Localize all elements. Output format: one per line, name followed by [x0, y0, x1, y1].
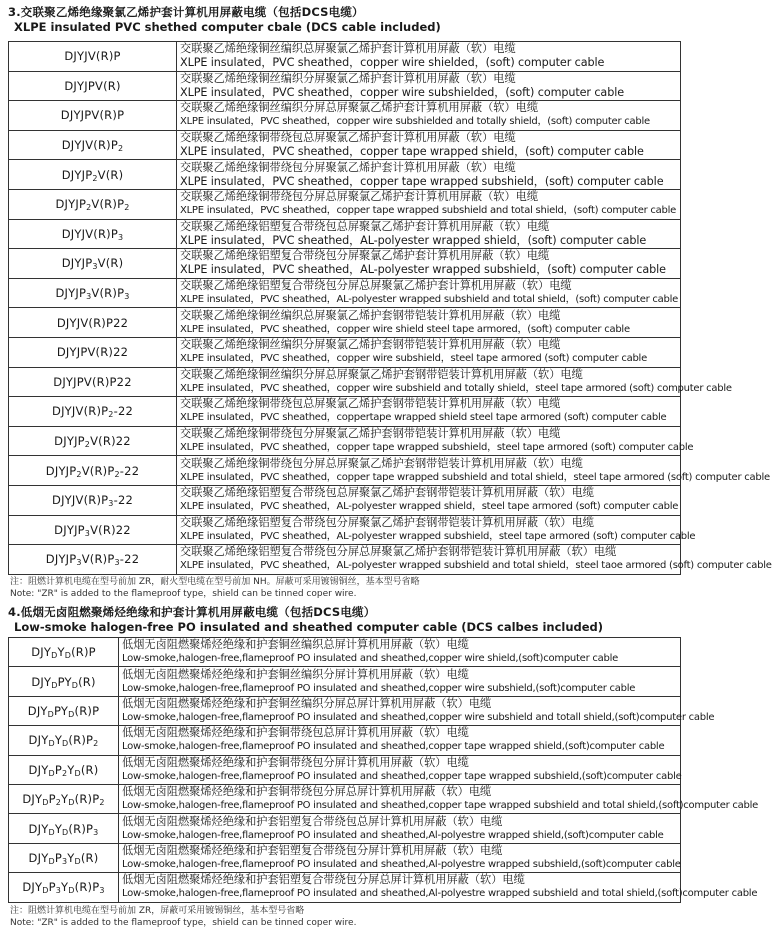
description-en: XLPE insulated，PVC sheathed，AL-polyester wrapped subshield and total shield，(soft) computer cable [180, 294, 679, 306]
table-row [9, 367, 681, 397]
description-cn: 交联聚乙烯绝缘铝塑复合带绕包分屏聚氯乙烯护套计算机用屏蔽（软）电缆 [180, 249, 550, 263]
description-en: XLPE insulated，PVC sheathed，copper tape wrapped subshield，(soft) computer cable [180, 174, 664, 188]
section3-note-cn: 注：阻燃计算机电缆在型号前加 ZR，耐火型电缆在型号前加 NH。屏蔽可采用镀锡铜丝，基本型号省略 [10, 577, 420, 587]
model-code: DJYJV(R)P22 [9, 308, 177, 338]
description-cell [177, 42, 681, 72]
description-cell [119, 667, 681, 696]
model-code: $DJYJV(R)P_2-22$ [9, 397, 177, 427]
model-code: $DJYJP_3V(R)P_3$ [9, 278, 177, 308]
description-cell [177, 101, 681, 131]
description-cell [177, 308, 681, 338]
table-row [9, 485, 681, 515]
model-code: $DJY_DPY_D(R)P$ [9, 696, 119, 725]
description-cn: 低烟无卤阻燃聚烯烃绝缘和护套铜带绕包分屏总屏计算机用屏蔽（软）电缆 [122, 785, 492, 799]
model-code: $DJYJP_2V(R)22$ [9, 426, 177, 456]
model-code: $DJY_DP_2Y_D(R)P_2$ [9, 784, 119, 813]
model-code: $DJY_DY_D(R)P$ [9, 638, 119, 667]
section3-subtitle: XLPE insulated PVC shethed computer cbale (DCS cable included) [14, 20, 441, 34]
description-en: Low-smoke,halogen-free,flameproof PO insulated and sheathed,Al-polyestre wrapped subshield,(soft)computer cable [122, 858, 681, 870]
description-en: XLPE insulated，PVC sheathed，copper wire subshielded and totally shield，(soft) computer cable [180, 116, 650, 128]
description-cell [119, 873, 758, 902]
model-code: $DJY_DP_3Y_D(R)$ [9, 843, 119, 872]
section3-note-en: Note: "ZR" is added to the flameproof type，shield can be tinned coper wire. [10, 589, 357, 599]
table-row [9, 278, 681, 308]
model-code: DJYJV(R)P [9, 42, 177, 72]
table-row [9, 337, 681, 367]
description-cell [177, 160, 681, 190]
description-cn: 低烟无卤阻燃聚烯烃绝缘和护套铝塑复合带绕包总屏计算机用屏蔽（软）电缆 [122, 814, 503, 828]
model-code: $DJY_DY_D(R)P_3$ [9, 814, 119, 843]
description-cn: 低烟无卤阻燃聚烯烃绝缘和护套铝塑复合带绕包分屏总屏计算机用屏蔽（软）电缆 [122, 873, 525, 887]
table-row [9, 873, 681, 902]
table-row [9, 101, 681, 131]
model-code: DJYJPV(R)P22 [9, 367, 177, 397]
table-row [9, 456, 681, 486]
table-row [9, 843, 681, 872]
section3-title: 3.交联聚乙烯绝缘聚氯乙烯护套计算机用屏蔽电缆（包括DCS电缆） [8, 5, 364, 19]
model-code: $DJY_DP_3Y_D(R)P_3$ [9, 873, 119, 902]
description-en: XLPE insulated，PVC sheathed，copper wire subshield and totally shield，steel tape armored (soft) computer cable [180, 382, 732, 394]
description-cn: 交联聚乙烯绝缘铜带绕包分屏总屏聚氯乙烯护套计算机用屏蔽（软）电缆 [180, 190, 539, 204]
description-cn: 交联聚乙烯绝缘铜带绕包分屏聚氯乙烯护套计算机用屏蔽（软）电缆 [180, 160, 516, 174]
description-cell [119, 814, 681, 843]
model-code: $DJYJV(R)P_2$ [9, 130, 177, 160]
description-cn: 交联聚乙烯绝缘铝塑复合带绕包总屏聚氯乙烯护套钢带铠装计算机用屏蔽（软）电缆 [180, 486, 594, 500]
description-cn: 低烟无卤阻燃聚烯烃绝缘和护套铜丝编织分屏计算机用屏蔽（软）电缆 [122, 667, 469, 681]
description-cn: 交联聚乙烯绝缘铜丝编织分屏总屏聚氯乙烯护套钢带铠装计算机用屏蔽（软）电缆 [180, 367, 583, 381]
description-cn: 低烟无卤阻燃聚烯烃绝缘和护套铝塑复合带绕包分屏计算机用屏蔽（软）电缆 [122, 843, 503, 857]
model-code: $DJYJV(R)P_3$ [9, 219, 177, 249]
table-row [9, 71, 681, 101]
description-cell [177, 71, 681, 101]
model-code: $DJY_DPY_D(R)$ [9, 667, 119, 696]
table-row [9, 426, 681, 456]
section4-subtitle: Low-smoke halogen-free PO insulated and sheathed computer cable (DCS calbes included) [14, 620, 604, 634]
table-row [9, 638, 681, 667]
table-row [9, 130, 681, 160]
section4-note-en: Note: "ZR" is added to the flameproof type，shield can be tinned coper wire. [10, 918, 357, 928]
table-row [9, 545, 681, 575]
table-row [9, 696, 681, 725]
description-en: XLPE insulated，PVC sheathed，copper wire subshielded，(soft) computer cable [180, 85, 624, 99]
description-en: XLPE insulated，PVC sheathed，AL-polyester wrapped subshield and total shield，steel taoe armored (soft) computer cable [180, 560, 772, 572]
description-cell [119, 696, 715, 725]
description-cn: 交联聚乙烯绝缘铜丝编织总屏聚氯乙烯护套计算机用屏蔽（软）电缆 [180, 42, 516, 56]
description-cell [119, 638, 681, 667]
table-row [9, 667, 681, 696]
description-cn: 交联聚乙烯绝缘铜带绕包分屏聚氯乙烯护套钢带铠装计算机用屏蔽（软）电缆 [180, 427, 561, 441]
description-en: Low-smoke,halogen-free,flameproof PO insulated and sheathed,Al-polyestre wrapped shield,(soft)computer cable [122, 829, 664, 841]
description-en: Low-smoke,halogen-free,flameproof PO insulated and sheathed,copper wire subshield,(soft)computer cable [122, 682, 636, 694]
model-code: $DJYJP_3V(R)22$ [9, 515, 177, 545]
table-row [9, 515, 681, 545]
section4-table [8, 637, 759, 903]
description-cell [177, 397, 681, 427]
description-cn: 交联聚乙烯绝缘铜丝编织分屏聚氯乙烯护套钢带铠装计算机用屏蔽（软）电缆 [180, 338, 561, 352]
description-cn: 交联聚乙烯绝缘铝塑复合带绕包分屏总屏聚氯乙烯护套钢带铠装计算机用屏蔽（软）电缆 [180, 545, 617, 559]
description-cell [119, 784, 759, 813]
model-code: $DJYJP_3V(R)$ [9, 249, 177, 279]
description-cell [177, 485, 681, 515]
description-en: XLPE insulated，PVC sheathed，copper tape wrapped subshield and total shield，(soft) computer cable [180, 205, 677, 217]
section3-table [8, 41, 772, 575]
description-en: XLPE insulated，PVC sheathed，coppertape wrapped shield steel tape armored (soft) computer cable [180, 412, 667, 424]
description-cn: 交联聚乙烯绝缘铜丝编织总屏聚氯乙烯护套钢带铠装计算机用屏蔽（软）电缆 [180, 308, 561, 322]
description-cell [177, 219, 681, 249]
model-code: DJYJPV(R)22 [9, 337, 177, 367]
table-row [9, 308, 681, 338]
model-code: $DJYJP_3V(R)P_3-22$ [9, 545, 177, 575]
description-en: XLPE insulated，PVC sheathed，copper wire shield steel tape armored，(soft) computer cable [180, 323, 630, 335]
description-en: Low-smoke,halogen-free,flameproof PO insulated and sheathed,copper wire shield,(soft)computer cable [122, 653, 619, 665]
section4-title: 4.低烟无卤阻燃聚烯烃绝缘和护套计算机用屏蔽电缆（包括DCS电缆） [8, 605, 376, 619]
description-cell [177, 130, 681, 160]
description-en: XLPE insulated，PVC sheathed，copper wire shielded，(soft) computer cable [180, 56, 605, 70]
description-cn: 交联聚乙烯绝缘铜带绕包总屏聚氯乙烯护套钢带铠装计算机用屏蔽（软）电缆 [180, 397, 561, 411]
description-en: XLPE insulated，PVC sheathed，AL-polyester wrapped shield，steel tape armored (soft) computer cable [180, 501, 679, 513]
description-cn: 交联聚乙烯绝缘铜丝编织分屏总屏聚氯乙烯护套计算机用屏蔽（软）电缆 [180, 101, 539, 115]
description-en: XLPE insulated，PVC sheathed，AL-polyester wrapped subshield，(soft) computer cable [180, 263, 666, 277]
table-row [9, 219, 681, 249]
description-en: Low-smoke,halogen-free,flameproof PO insulated and sheathed,copper tape wrapped subshield,(soft)computer cable [122, 770, 682, 782]
description-cn: 交联聚乙烯绝缘铝塑复合带绕包总屏聚氯乙烯护套计算机用屏蔽（软）电缆 [180, 219, 550, 233]
description-cn: 低烟无卤阻燃聚烯烃绝缘和护套铜丝编织分屏总屏计算机用屏蔽（软）电缆 [122, 696, 492, 710]
description-cell [177, 189, 681, 219]
description-en: XLPE insulated，PVC sheathed，AL-polyester wrapped subshield，steel tape armored (soft) computer cable [180, 530, 696, 542]
table-row [9, 42, 681, 72]
description-cell [119, 843, 681, 872]
description-cn: 交联聚乙烯绝缘铝塑复合带绕包分屏总屏聚氯乙烯护套计算机用屏蔽（软）电缆 [180, 279, 572, 293]
model-code: DJYJPV(R)P [9, 101, 177, 131]
description-cn: 交联聚乙烯绝缘铜丝编织分屏聚氯乙烯护套计算机用屏蔽（软）电缆 [180, 71, 516, 85]
description-cell [177, 426, 694, 456]
description-cell [177, 278, 681, 308]
description-cell [177, 515, 696, 545]
table-row [9, 726, 681, 755]
description-cn: 交联聚乙烯绝缘铜带绕包分屏总屏聚氯乙烯护套钢带铠装计算机用屏蔽（软）电缆 [180, 456, 583, 470]
description-cn: 低烟无卤阻燃聚烯烃绝缘和护套铜丝编织总屏计算机用屏蔽（软）电缆 [122, 638, 469, 652]
description-cell [119, 755, 681, 784]
model-code: $DJYJP_2V(R)P_2$ [9, 189, 177, 219]
description-cn: 交联聚乙烯绝缘铜带绕包总屏聚氯乙烯护套计算机用屏蔽（软）电缆 [180, 131, 516, 145]
table-row [9, 249, 681, 279]
model-code: $DJY_DY_D(R)P_2$ [9, 726, 119, 755]
description-cell [177, 337, 681, 367]
model-code: $DJYJP_2V(R)$ [9, 160, 177, 190]
description-cn: 低烟无卤阻燃聚烯烃绝缘和护套铜带绕包分屏计算机用屏蔽（软）电缆 [122, 755, 469, 769]
description-cell [177, 545, 772, 575]
description-en: XLPE insulated，PVC sheathed，AL-polyester wrapped shield，(soft) computer cable [180, 233, 647, 247]
table-row [9, 189, 681, 219]
table-row [9, 784, 681, 813]
description-en: XLPE insulated，PVC sheathed，copper wire subshield，steel tape armored (soft) computer cable [180, 353, 647, 365]
description-cn: 低烟无卤阻燃聚烯烃绝缘和护套铜带绕包总屏计算机用屏蔽（软）电缆 [122, 726, 469, 740]
table-row [9, 814, 681, 843]
description-cn: 交联聚乙烯绝缘铝塑复合带绕包分屏聚氯乙烯护套钢带铠装计算机用屏蔽（软）电缆 [180, 515, 594, 529]
description-cell [119, 726, 681, 755]
description-en: Low-smoke,halogen-free,flameproof PO insulated and sheathed,copper tape wrapped shield,(soft)computer cable [122, 741, 665, 753]
model-code: $DJYJP_2V(R)P_2-22$ [9, 456, 177, 486]
table-row [9, 397, 681, 427]
section4-note-cn: 注：阻燃计算机电缆在型号前加 ZR，屏蔽可采用镀锡铜丝，基本型号省略 [10, 906, 305, 916]
description-cell [177, 249, 681, 279]
model-code: $DJYJV(R)P_3-22$ [9, 485, 177, 515]
table-row [9, 755, 681, 784]
description-en: Low-smoke,halogen-free,flameproof PO insulated and sheathed,copper wire subshield and totall shield,(soft)computer cable [122, 711, 715, 723]
description-en: XLPE insulated，PVC sheathed，copper tape wrapped subshield，steel tape armored (soft) computer cable [180, 442, 694, 454]
model-code: DJYJPV(R) [9, 71, 177, 101]
description-en: Low-smoke,halogen-free,flameproof PO insulated and sheathed,copper tape wrapped subshield and total shield,(soft)computer cable [122, 800, 759, 812]
table-row [9, 160, 681, 190]
description-cell [177, 456, 770, 486]
description-en: XLPE insulated，PVC sheathed，copper tape wrapped shield，(soft) computer cable [180, 145, 644, 159]
model-code: $DJY_DP_2Y_D(R)$ [9, 755, 119, 784]
description-en: XLPE insulated，PVC sheathed，copper tape wrapped subshield and total shield，steel tape armored (soft) computer cable [180, 471, 770, 483]
description-en: Low-smoke,halogen-free,flameproof PO insulated and sheathed,Al-polyestre wrapped subshield and total shield,(soft)computer cable [122, 888, 758, 900]
description-cell [177, 367, 732, 397]
